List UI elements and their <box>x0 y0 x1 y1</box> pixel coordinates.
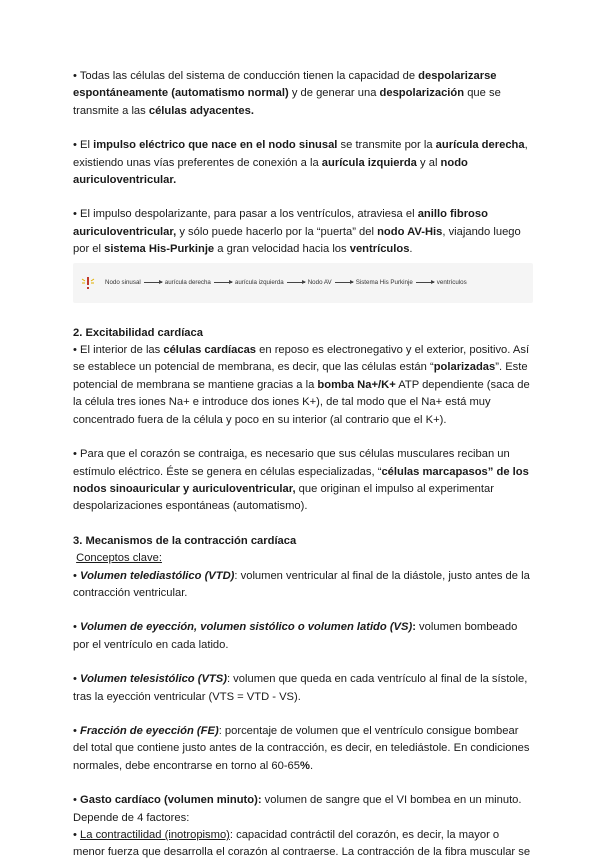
text: volumen de sangre que el VI bombea en un minuto. <box>261 794 522 807</box>
bold-term: polarizadas <box>433 361 496 374</box>
flow-step-ventriculos: ventrículos <box>436 278 467 286</box>
bullet: • <box>73 794 77 807</box>
text: , viajando luego por el <box>73 225 521 256</box>
arrow-right-icon <box>335 282 353 283</box>
bold-term: células marcapasos” de los nodos sinoauricular y auriculoventricular, <box>73 465 529 495</box>
paragraph-conduction-automatism <box>73 68 533 120</box>
arrow-right-icon <box>214 282 232 283</box>
bullet: • <box>73 569 77 582</box>
text: : porcentaje de volumen que el ventrículo consigue bombear del total que contiene justo antes de la contracción, es decir, en telediástole. En condiciones normales, debe encontrarse en torno al 60-65 <box>73 724 530 772</box>
text: y sólo puede hacerlo por la “puerta” del <box>176 225 378 238</box>
bullet: • <box>73 829 77 841</box>
term: La contractilidad (inotropismo) <box>80 829 230 841</box>
paragraph-pacemaker-cells <box>73 446 533 516</box>
term: Volumen telesistólico (VTS) <box>80 673 227 686</box>
warning-icon <box>81 276 95 290</box>
arrow-right-icon <box>144 282 162 283</box>
term: Gasto cardíaco (volumen minuto): <box>80 794 262 807</box>
bold-term: aurícula izquierda <box>321 156 417 169</box>
document-page <box>73 68 533 862</box>
flow-step-his-purkinje: Sistema His Purkinje <box>355 278 413 286</box>
bold-term: despolarización <box>379 87 465 100</box>
text: . <box>309 759 314 772</box>
factors-line: Depende de 4 factores: <box>73 811 190 824</box>
concept-vts <box>73 671 533 706</box>
concept-fe <box>73 723 533 775</box>
bold-term: aurícula derecha <box>435 139 525 152</box>
factor-contractilidad <box>73 827 533 862</box>
bold-term: células adyacentes. <box>148 104 254 117</box>
text: El impulso despolarizante, para pasar a los ventrículos, atraviesa el <box>76 208 418 221</box>
text: Para que el corazón se contraiga, es necesario que sus células musculares reciban un estímulo eléctrico. Éste se genera en células especializadas, “ <box>73 448 510 478</box>
text: : volumen ventricular al final de la diástole, justo antes de la contracción ventricular. <box>73 569 530 599</box>
flow-step-auricula-izquierda: aurícula izquierda <box>234 278 284 286</box>
section-heading-mecanismos: 3. Mecanismos de la contracción cardíaca <box>73 534 297 547</box>
bullet: • <box>73 621 77 634</box>
paragraph-membrane-potential <box>73 342 533 429</box>
term: Volumen de eyección, volumen sistólico o volumen latido (VS) <box>80 621 413 634</box>
bullet: • <box>73 673 77 686</box>
text: . <box>409 243 413 256</box>
concept-gasto-cardiaco <box>73 792 533 809</box>
conduction-flow-diagram <box>73 263 533 303</box>
bullet: • <box>73 70 77 82</box>
term: Volumen telediastólico (VTD) <box>80 569 235 582</box>
underlined-text: Conceptos clave: <box>76 552 162 565</box>
bold-term: anillo fibroso auriculoventricular, <box>73 208 488 238</box>
bold-term: células cardíacas <box>163 344 257 357</box>
text: en reposo es electronegativo y el exterior, positivo. Así se establece un potencial de membrana, es decir, que las células están “ <box>73 344 530 374</box>
bold-term: nodo AV-His <box>377 225 443 238</box>
text: y de generar una <box>288 87 380 100</box>
text: ATP dependiente (saca de la célula tres iones Na+ e introduce dos iones K+), de tal modo que el Na+ está muy concentrado fuera de la célula y poco en su interior (al contrario que el K+). <box>73 378 530 426</box>
bullet: • <box>73 208 77 221</box>
arrow-right-icon <box>287 282 305 283</box>
bullet: • <box>73 139 77 152</box>
text: y al <box>416 156 441 169</box>
colon: : <box>412 621 416 634</box>
bold-term: ventrículos <box>349 243 410 256</box>
bullet: • <box>73 448 77 461</box>
flow-step-nodo-sinusal: Nodo sinusal <box>105 278 141 286</box>
bold-term: sistema His-Purkinje <box>104 243 215 256</box>
concept-vs <box>73 619 533 654</box>
text: , existiendo unas vías preferentes de conexión a la <box>73 139 528 169</box>
text: a gran velocidad hacia los <box>214 243 350 256</box>
concepts-label <box>73 550 533 567</box>
term: Fracción de eyección (FE) <box>80 724 219 737</box>
text: se transmite por la <box>337 139 436 152</box>
arrow-right-icon <box>416 282 434 283</box>
concept-vtd <box>73 568 533 603</box>
text: El interior de las <box>76 344 164 357</box>
text: Todas las células del sistema de conducción tienen la capacidad de <box>76 70 419 82</box>
paragraph-sinus-node <box>73 137 533 189</box>
text: : capacidad contráctil del corazón, es decir, la mayor o menor fuerza que desarrolla el corazón al contraerse. La contracción de la fibra muscular se <box>73 829 531 859</box>
text: que se transmite a las <box>73 87 501 117</box>
bold-term: despolarizarse espontáneamente (automatismo normal) <box>73 70 497 100</box>
flow-step-nodo-av: Nodo AV <box>307 278 332 286</box>
text: ”. Este potencial de membrana se mantiene gracias a la <box>73 361 528 391</box>
bold-term: bomba Na+/K+ <box>317 378 396 391</box>
bullet: • <box>73 724 77 737</box>
bold-term: impulso eléctrico que nace en el nodo sinusal <box>93 139 338 152</box>
bullet: • <box>73 344 77 357</box>
text: que originan el impulso al experimentar despolarizaciones espontáneas (automatismo). <box>73 482 494 513</box>
section-heading-excitabilidad: 2. Excitabilidad cardíaca <box>73 326 203 339</box>
bold-term: nodo auriculoventricular. <box>73 156 468 187</box>
text: : volumen que queda en cada ventrículo al final de la sístole, tras la eyección ventricular (VTS = VTD - VS). <box>73 673 528 703</box>
text: El <box>76 139 94 152</box>
text: volumen bombeado por el ventrículo en cada latido. <box>73 621 518 651</box>
flow-step-auricula-derecha: aurícula derecha <box>164 278 211 286</box>
percent: % <box>300 759 310 772</box>
paragraph-av-his <box>73 206 533 258</box>
